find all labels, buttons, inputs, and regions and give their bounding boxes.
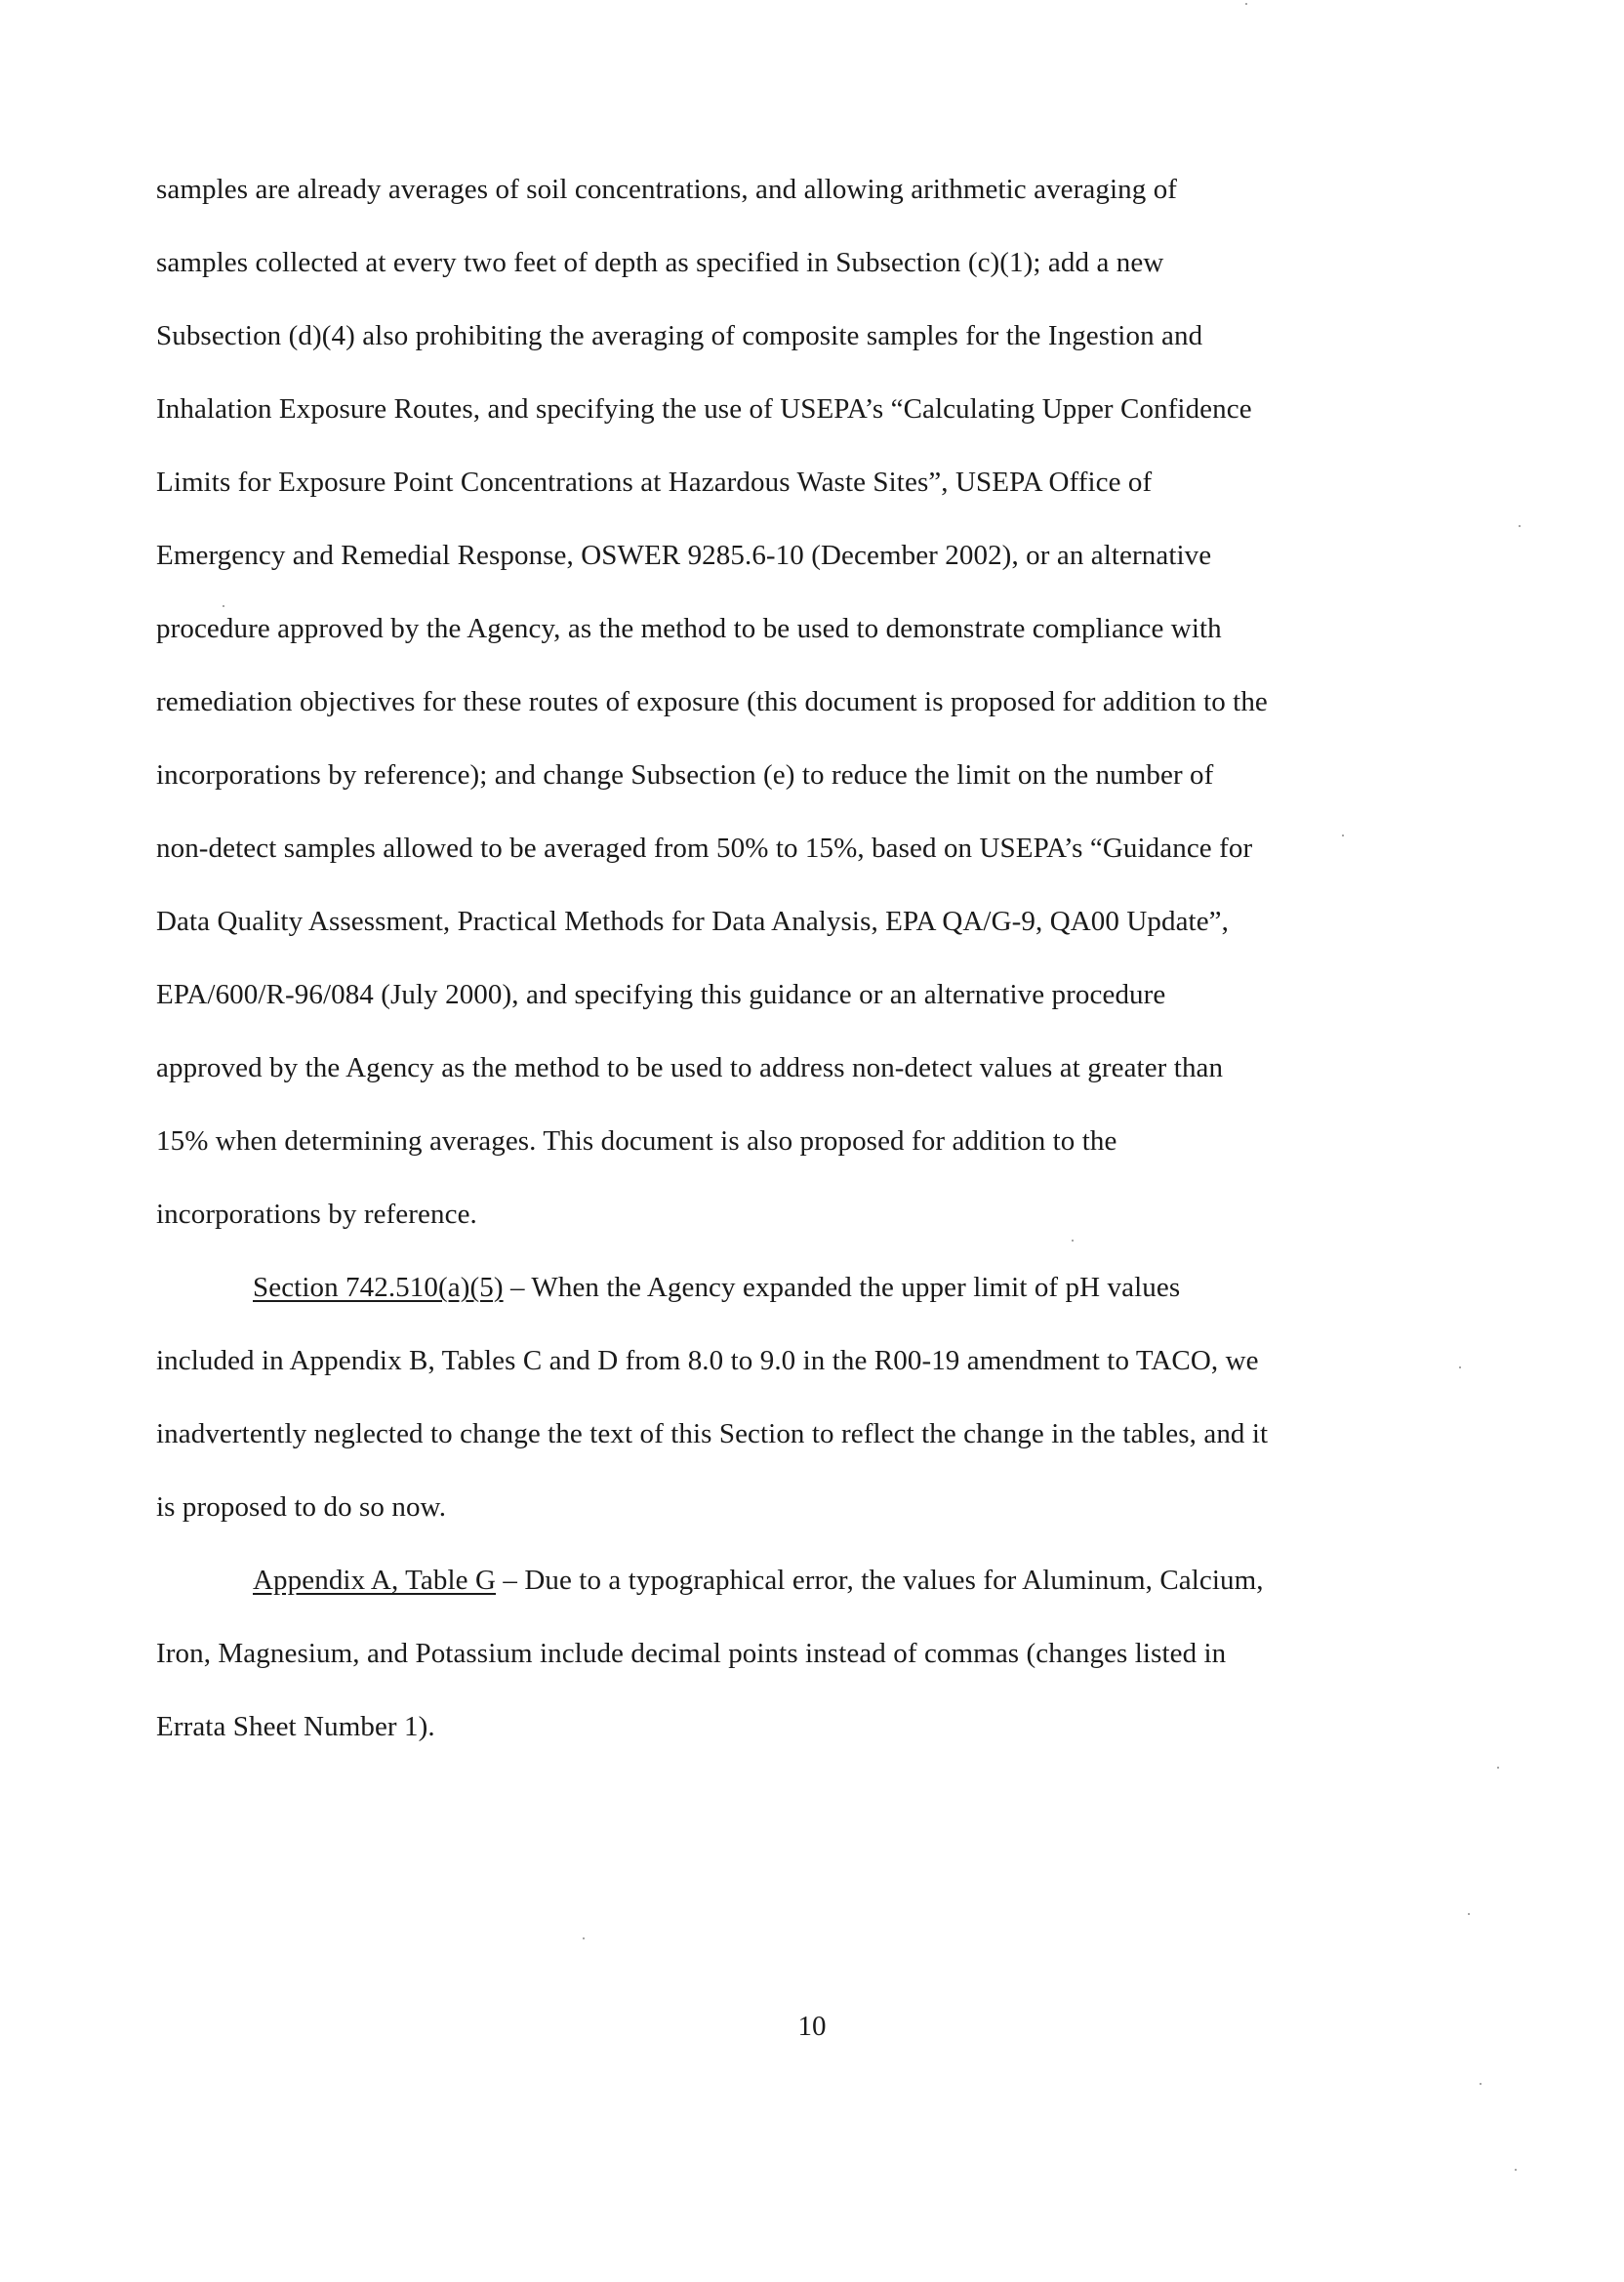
text-line: samples are already averages of soil concentrations, and allowing arithmetic averaging of [156, 174, 1178, 205]
text-line: non-detect samples allowed to be averaged from 50% to 15%, based on USEPA’s “Guidance for [156, 833, 1253, 864]
text-line: is proposed to do so now. [156, 1491, 447, 1523]
text-line: 15% when determining averages. This document is also proposed for addition to the [156, 1125, 1117, 1157]
scan-speck [1468, 1913, 1470, 1915]
text-line: procedure approved by the Agency, as the method to be used to demonstrate compliance with [156, 613, 1222, 644]
text-line: incorporations by reference. [156, 1199, 477, 1230]
text-line: Iron, Magnesium, and Potassium include decimal points instead of commas (changes listed in [156, 1638, 1227, 1669]
paragraph-first-line [253, 1270, 1180, 1305]
text-run: – When the Agency expanded the upper limit of pH values [503, 1272, 1181, 1303]
scan-speck [1459, 1366, 1461, 1368]
scan-speck [223, 605, 224, 607]
scan-speck [1497, 1767, 1499, 1769]
text-line: Subsection (d)(4) also prohibiting the averaging of composite samples for the Ingestion and [156, 320, 1203, 351]
text-line: Emergency and Remedial Response, OSWER 9285.6-10 (December 2002), or an alternative [156, 540, 1212, 571]
text-line: EPA/600/R-96/084 (July 2000), and specifying this guidance or an alternative procedure [156, 979, 1166, 1010]
text-line: samples collected at every two feet of depth as specified in Subsection (c)(1); add a new [156, 247, 1164, 278]
scan-speck [1515, 2169, 1517, 2171]
section-heading: Section 742.510(a)(5) [253, 1272, 504, 1303]
text-line: Limits for Exposure Point Concentrations at Hazardous Waste Sites”, USEPA Office of [156, 467, 1153, 498]
text-line: approved by the Agency as the method to be used to address non-detect values at greater than [156, 1052, 1224, 1083]
text-line: Errata Sheet Number 1). [156, 1711, 435, 1742]
text-line: inadvertently neglected to change the text of this Section to reflect the change in the tables, and it [156, 1418, 1269, 1449]
text-run: – Due to a typographical error, the values for Aluminum, Calcium, [496, 1565, 1264, 1596]
scan-speck [1245, 3, 1247, 5]
scan-speck [583, 1937, 585, 1939]
scan-speck [1519, 525, 1521, 527]
page-number: 10 [797, 2011, 827, 2042]
text-line: Data Quality Assessment, Practical Methods for Data Analysis, EPA QA/G-9, QA00 Update”, [156, 906, 1229, 937]
section-heading: Appendix A, Table G [253, 1565, 497, 1596]
text-line: Inhalation Exposure Routes, and specifying the use of USEPA’s “Calculating Upper Confidence [156, 393, 1252, 425]
text-line: remediation objectives for these routes of exposure (this document is proposed for addition to the [156, 686, 1268, 717]
paragraph-first-line [253, 1563, 1264, 1598]
scan-speck [1342, 835, 1344, 836]
scan-speck [1480, 2083, 1482, 2085]
scan-speck [1072, 1240, 1074, 1242]
text-line: included in Appendix B, Tables C and D from 8.0 to 9.0 in the R00-19 amendment to TACO, we [156, 1345, 1259, 1376]
text-line: incorporations by reference); and change Subsection (e) to reduce the limit on the number of [156, 759, 1214, 791]
